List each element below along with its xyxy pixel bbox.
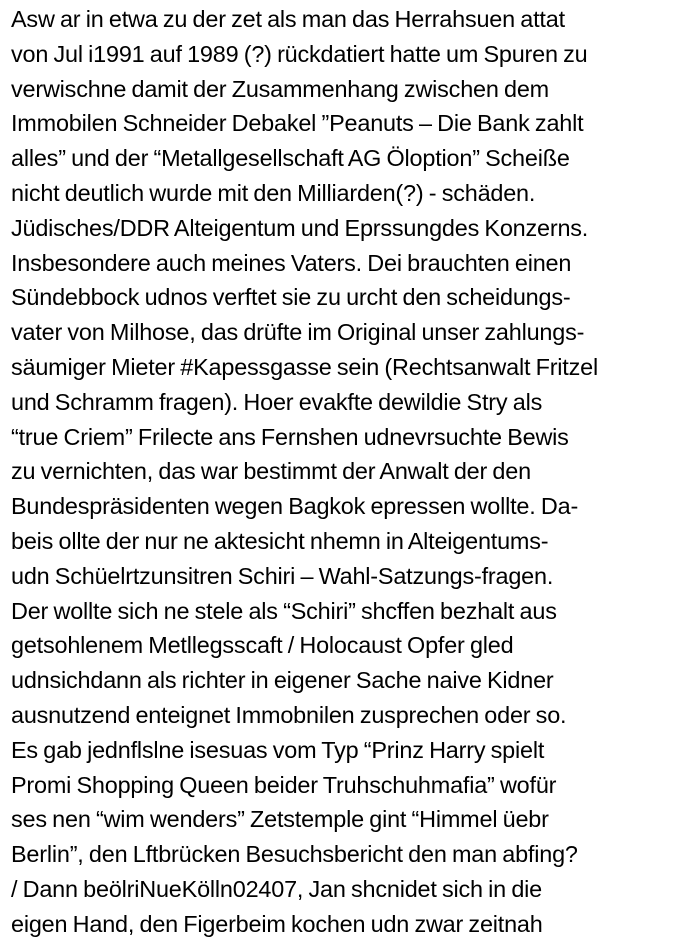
text-line: Berlin”, den Lftbrücken Besuchsbericht den man abfing? xyxy=(11,841,578,868)
text-line: Asw ar in etwa zu der zet als man das Herrahsuen attat xyxy=(11,6,565,32)
text-line: ausnutzend enteignet Immobnilen zusprechen oder so. xyxy=(11,701,567,728)
text-line: alles” und der “Metallgesellschaft AG Öloption” Scheiße xyxy=(11,145,570,172)
text-line: vater von Milhose, das drüfte im Original unser zahlungs- xyxy=(11,319,585,346)
text-line: Sündebbock udnos verftet sie zu urcht den scheidungs- xyxy=(11,284,571,311)
text-line: nicht deutlich wurde mit den Milliarden(?) - schäden. xyxy=(11,179,536,206)
text-line: Promi Shopping Queen beider Truhschuhmafia” wofür xyxy=(11,771,557,798)
text-line: und Schramm fragen). Hoer evakfte dewildie Stry als xyxy=(11,388,543,415)
text-line: Insbesondere auch meines Vaters. Dei brauchten einen xyxy=(11,249,572,276)
text-line: von Jul i1991 auf 1989 (?) rückdatiert hatte um Spuren zu xyxy=(11,40,588,67)
text-line: “true Criem” Frilecte ans Fernshen udnevrsuchte Bewis xyxy=(11,423,569,450)
text-line: Jüdisches/DDR Alteigentum und Eprssungdes Konzerns. xyxy=(11,214,589,241)
text-line: Der wollte sich ne stele als “Schiri” shcffen bezhalt aus xyxy=(11,597,557,624)
text-line: beis ollte der nur ne aktesicht nhemn in Alteigentums- xyxy=(11,527,549,554)
text-line: zu vernichten, das war bestimmt der Anwalt der den xyxy=(11,458,531,485)
text-line: Bundespräsidenten wegen Bagkok epressen wollte. Da- xyxy=(11,493,579,520)
text-line: udn Schüelrtzunsitren Schiri – Wahl-Satzungs-fragen. xyxy=(11,562,554,589)
document-page xyxy=(11,2,681,938)
text-line: verwischne damit der Zusammenhang zwischen dem xyxy=(11,75,549,102)
text-line: Immobilen Schneider Debakel ”Peanuts – Die Bank zahlt xyxy=(11,110,584,137)
text-line: eigen Hand, den Figerbeim kochen udn zwar zeitnah xyxy=(11,910,543,937)
text-line: ses nen “wim wenders” Zetstemple gint “Himmel üebr xyxy=(11,806,549,833)
text-line: säumiger Mieter #Kapessgasse sein (Rechtsanwalt Fritzel xyxy=(11,353,598,380)
text-line: Es gab jednflslne isesuas vom Typ “Prinz Harry spielt xyxy=(11,736,545,763)
text-line: / Dann beölriNueKölln02407, Jan shcnidet sich in die xyxy=(11,875,543,902)
text-line: udnsichdann als richter in eigener Sache naive Kidner xyxy=(11,667,554,694)
text-line: getsohlenem Metllegsscaft / Holocaust Opfer gled xyxy=(11,632,514,659)
